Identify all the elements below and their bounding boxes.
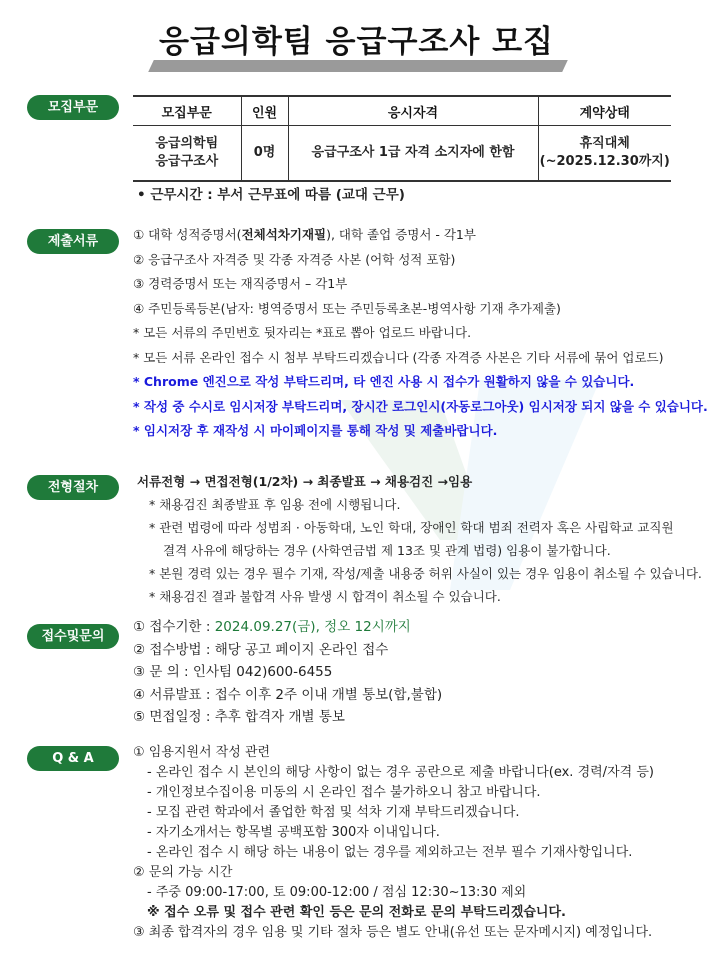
qa-list [133,743,654,943]
table-header: 인원 [241,96,288,126]
table-header: 계약상태 [538,96,671,126]
table-row [133,126,671,182]
page-title: 응급의학팀 응급구조사 모집 [159,24,554,60]
deadline-label: ① 접수기한 : [133,619,215,635]
notice-item: * 임시저장 후 재작성 시 마이페이지를 통해 작성 및 제출바랍니다. [133,423,498,438]
table-header: 모집부문 [133,96,241,126]
list-item: * 모든 서류 온라인 접수 시 첨부 부탁드리겠습니다 (각종 자격증 사본은 기타 서류에 묶어 업로드) [133,349,664,365]
list-item: ⑤ 면접일정 : 추후 합격자 개별 통보 [133,709,345,725]
list-item: ② 접수방법 : 해당 공고 페이지 온라인 접수 [133,641,389,658]
qualification-cell: 응급구조사 1급 자격 소지자에 한함 [288,126,538,182]
list-item: - 온라인 접수 시 해당 하는 내용이 없는 경우를 제외하고는 전부 필수 기재사항입니다. [147,845,633,860]
table-header: 응시자격 [288,96,538,126]
list-item: * 채용검진 결과 불합격 사유 발생 시 합격이 취소될 수 있습니다. [149,589,501,604]
list-item: * 관련 법령에 따라 성범죄 · 아동학대, 노인 학대, 장애인 학대 범죄 전력자 혹은 사립학교 교직원 [149,520,674,535]
text: ① 대학 성적증명서( [133,227,242,242]
contact-list [133,616,442,729]
notice-item: * Chrome 엔진으로 작성 부탁드리며, 타 엔진 사용 시 접수가 원활하지 않을 수 있습니다. [133,374,635,389]
list-item [133,616,442,639]
work-hours-note: • 근무시간 : 부서 근무표에 따름 (교대 근무) [137,187,405,203]
section-label-contact: 접수및문의 [27,624,119,649]
section-label-documents: 제출서류 [27,229,119,254]
table-header-row [133,96,671,126]
count-cell: 0명 [241,126,288,182]
section-label-recruit: 모집부문 [27,95,119,120]
process-flow: 서류전형 → 면접전형(1/2차) → 최종발표 → 채용검진 →임용 [137,474,473,489]
list-item: ④ 서류발표 : 접수 이후 2주 이내 개별 통보(합,불합) [133,686,443,703]
dept-line: 응급의학팀 [155,136,219,151]
list-item: ① 임용지원서 작성 관련 [133,745,271,760]
dept-cell [133,126,241,182]
list-item: ② 문의 가능 시간 [133,865,233,880]
process-list [137,470,702,608]
emphasis-text: 전체석차기재필 [241,227,327,242]
list-item: ③ 경력증명서 또는 재직증명서 – 각1부 [133,276,348,291]
text: ), 대학 졸업 증명서 - 각1부 [326,227,476,242]
list-item: * 모든 서류의 주민번호 뒷자리는 *표로 뽑아 업로드 바랍니다. [133,325,472,340]
recruitment-table [133,95,671,182]
contract-line: 휴직대체 [579,136,630,151]
contract-cell [538,126,671,182]
dept-line: 응급구조사 [155,154,219,169]
list-item: - 모집 관련 학과에서 졸업한 학점 및 석차 기재 부탁드리겠습니다. [147,805,520,820]
list-item: * 본원 경력 있는 경우 필수 기재, 작성/제출 내용중 허위 사실이 있는 경우 임용이 취소될 수 있습니다. [149,566,702,581]
list-item: - 개인정보수집이용 미동의 시 온라인 접수 불가하오니 참고 바랍니다. [147,785,541,800]
deadline-value: 2024.09.27(금), 정오 12시까지 [214,619,411,635]
list-item: ④ 주민등록등본(남자: 병역증명서 또는 주민등록초본-병역사항 기재 추가제출) [133,300,561,316]
list-item: * 채용검진 최종발표 후 임용 전에 시행됩니다. [149,497,401,512]
section-label-qa: Q & A [27,746,119,771]
list-item [133,223,708,248]
list-item: - 자기소개서는 항목별 공백포함 300자 이내입니다. [147,825,440,840]
list-item: ※ 접수 오류 및 접수 관련 확인 등은 문의 전화로 문의 부탁드리겠습니다. [147,905,566,920]
list-item: ③ 최종 합격자의 경우 임용 및 기타 절차 등은 별도 안내(유선 또는 문자메시지) 예정입니다. [133,925,653,940]
notice-item: * 작성 중 수시로 임시저장 부탁드리며, 장시간 로그인시(자동로그아웃) 임시저장 되지 않을 수 있습니다. [133,398,708,414]
list-item: - 온라인 접수 시 본인의 해당 사항이 없는 경우 공란으로 제출 바랍니다(ex. 경력/자격 등) [147,765,654,780]
list-item: - 주중 09:00-17:00, 토 09:00-12:00 / 점심 12:30~13:30 제외 [147,885,527,900]
section-label-process: 전형절차 [27,475,119,500]
list-item: 결격 사유에 해당하는 경우 (사학연금법 제 13조 및 관계 법령) 임용이 불가합니다. [163,543,611,558]
title-underline [148,60,568,72]
list-item: ② 응급구조사 자격증 및 각종 자격증 사본 (어학 성적 포함) [133,251,456,267]
contract-line: (~2025.12.30까지) [539,154,670,169]
list-item: ③ 문 의 : 인사팀 042)600-6455 [133,664,333,680]
documents-list [133,223,708,444]
